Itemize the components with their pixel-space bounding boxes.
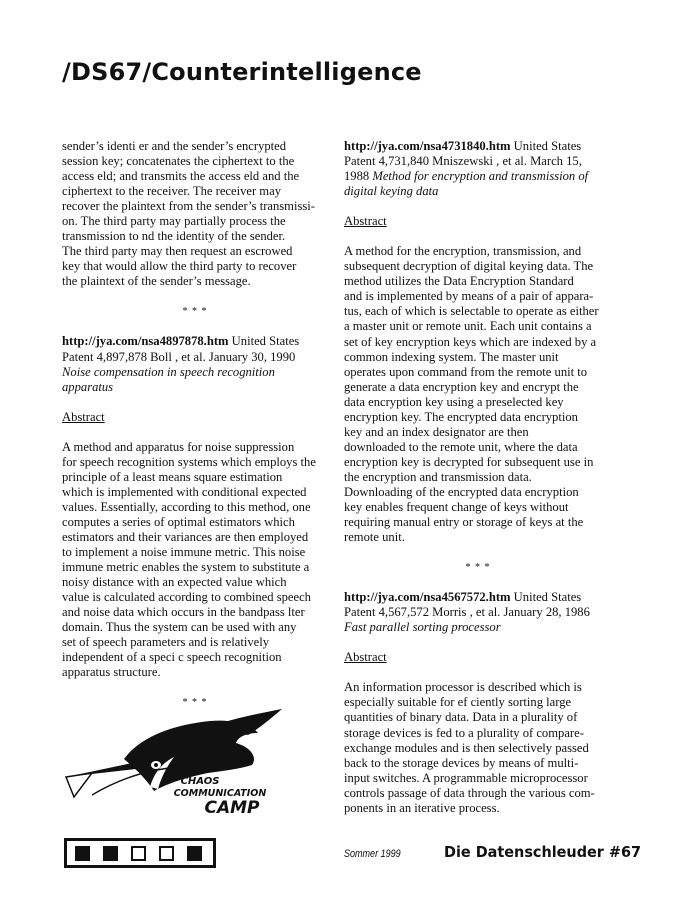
text-line: apparatus structure. <box>62 665 161 680</box>
abstract-text <box>344 680 612 815</box>
text-line: common indexing system. The master unit <box>344 349 559 364</box>
abstract-heading: Abstract <box>62 409 105 424</box>
rocket-bird-icon <box>66 709 282 797</box>
text-line: session key; concatenates the ciphertext to the <box>62 154 295 169</box>
text-line: exchange modules and is then selectively passed <box>344 740 589 755</box>
text-line: sender’s identi er and the sender’s encrypted <box>62 139 287 153</box>
text-line: key that would allow the third party to recover <box>62 259 297 274</box>
filled-square-box <box>103 846 118 861</box>
patent-entry-header: http://jya.com/nsa4897878.htm United States <box>62 334 300 349</box>
text-line: a master unit or remote unit. Each unit contains a <box>344 319 592 334</box>
text-line: the plaintext of the sender’s message. <box>62 274 251 289</box>
text-line: back to the storage devices by means of multi- <box>344 755 579 770</box>
abstract-text <box>344 244 612 545</box>
filled-square-box <box>187 846 202 861</box>
text-line: to implement a noise immune metric. This noise <box>62 545 306 560</box>
text-line: An information processor is described which is <box>344 680 582 695</box>
text-line: tus, each of which is selectable to operate as either <box>344 304 599 319</box>
text-line: principle of a least means square estimation <box>62 469 283 484</box>
text-line: encryption key. The encrypted data encryption <box>344 409 578 424</box>
text-line: independent of a speci c speech recognition <box>62 650 282 665</box>
chaos-communication-camp-logo <box>62 707 290 815</box>
intro-paragraph <box>62 139 328 289</box>
text-line: ponents in an iterative process. <box>344 800 500 815</box>
text-line: encryption key is decrypted for subsequent use in <box>344 454 594 469</box>
text-line: requiring manual entry or storage of keys at the <box>344 515 584 530</box>
abstract-heading: Abstract <box>344 650 387 665</box>
text-line: especially suitable for ef ciently sorting large <box>344 695 572 710</box>
text-line: access eld; and transmits the access eld and the <box>62 169 300 184</box>
text-line: estimators and their variances are then employed <box>62 529 309 544</box>
text-line: computes a series of optimal estimators which <box>62 514 295 529</box>
text-line: key and an index designator are then <box>344 424 529 439</box>
separator-stars: * * * <box>182 306 208 318</box>
text-line: method utilizes the Data Encryption Standard <box>344 274 574 289</box>
abstract-heading: Abstract <box>344 214 387 229</box>
separator-stars: * * * <box>465 562 491 574</box>
text-line: key enables frequent change of keys without <box>344 500 569 515</box>
text-line: set of key encryption keys which are indexed by a <box>344 334 597 349</box>
patent-title: Noise compensation in speech recognition apparatus <box>62 364 275 394</box>
text-line: downloaded to the remote unit, where the data <box>344 439 578 454</box>
logo-line3: CAMP <box>204 798 260 815</box>
text-line: remote unit. <box>344 530 405 545</box>
text-line: ciphertext to the receiver. The receiver may <box>62 184 281 199</box>
text-line: A method and apparatus for noise suppression <box>62 439 295 454</box>
issue-boxes <box>64 838 216 868</box>
text-line: set of speech parameters and is relatively <box>62 635 270 650</box>
empty-square-box <box>131 846 146 861</box>
text-line: storage devices is fed to a plurality of compare- <box>344 725 584 740</box>
text-line: recover the plaintext from the sender’s transmissi- <box>62 199 315 214</box>
page-title: /DS67/Counterintelligence <box>62 58 422 86</box>
text-line: value is calculated according to combined speech <box>62 590 311 605</box>
text-line: for speech recognition systems which employs the <box>62 454 316 469</box>
patent-link[interactable]: http://jya.com/nsa4897878.htm <box>62 334 229 349</box>
text-line: values. Essentially, according to this method, one <box>62 499 311 514</box>
text-line: generate a data encryption key and encrypt the <box>344 379 579 394</box>
patent-link[interactable]: http://jya.com/nsa4567572.htm <box>344 590 511 605</box>
text-line: and noise data which occurs in the bandpass lter <box>62 605 305 620</box>
patent-title: Method for encryption and transmission of <box>372 169 589 184</box>
text-line: on. The third party may partially process the <box>62 214 286 229</box>
text-line: operates upon command from the remote unit to <box>344 364 588 379</box>
abstract-text <box>62 440 328 681</box>
filled-square-box <box>75 846 90 861</box>
patent-citation: Patent 4,567,572 Morris , et al. January 28, 1986 <box>344 605 590 620</box>
logo-line1: CHAOS <box>180 776 220 787</box>
text-line: domain. Thus the system can be used with any <box>62 620 297 635</box>
patent-title: Fast parallel sorting processor <box>344 620 501 635</box>
text-line: quantities of binary data. Data in a plurality of <box>344 710 578 725</box>
right-column <box>344 139 612 816</box>
text-line: Downloading of the encrypted data encryption <box>344 484 579 499</box>
empty-square-box <box>159 846 174 861</box>
text-line: data encryption key using a preselected key <box>344 394 564 409</box>
patent-citation: Patent 4,897,878 Boll , et al. January 30, 1990 <box>62 349 296 364</box>
text-line: transmission to nd the identity of the sender. <box>62 229 286 244</box>
patent-link[interactable]: http://jya.com/nsa4731840.htm <box>344 139 511 153</box>
text-line: immune metric enables the system to substitute a <box>62 560 310 575</box>
patent-date-title: 1988 Method for encryption and transmission of <box>344 169 589 184</box>
text-line: The third party may then request an escrowed <box>62 244 293 259</box>
patent-citation: Patent 4,731,840 Mniszewski , et al. March 15, <box>344 154 582 169</box>
magazine-issue-title: Die Datenschleuder #67 <box>444 843 642 861</box>
text-line: noisy distance with an expected value which <box>62 575 287 590</box>
patent-entry-header: http://jya.com/nsa4567572.htm United States <box>344 590 582 605</box>
text-line: A method for the encryption, transmission, and <box>344 244 582 259</box>
text-line: input switches. A programmable microprocessor <box>344 770 588 785</box>
text-line: and is implemented by means of a pair of appara- <box>344 289 594 304</box>
text-line: the encryption and transmission data. <box>344 469 532 484</box>
patent-entry-header: http://jya.com/nsa4731840.htm United States <box>344 139 582 153</box>
text-line: which is implemented with conditional expected <box>62 484 307 499</box>
text-line: subsequent decryption of digital keying data. The <box>344 259 594 274</box>
separator-stars: * * * <box>182 697 208 709</box>
text-line: controls passage of data through the various com- <box>344 785 595 800</box>
patent-title: digital keying data <box>344 184 439 199</box>
logo-line2: COMMUNICATION <box>173 788 267 799</box>
issue-date: Sommer 1999 <box>344 848 401 860</box>
left-column <box>62 139 328 710</box>
